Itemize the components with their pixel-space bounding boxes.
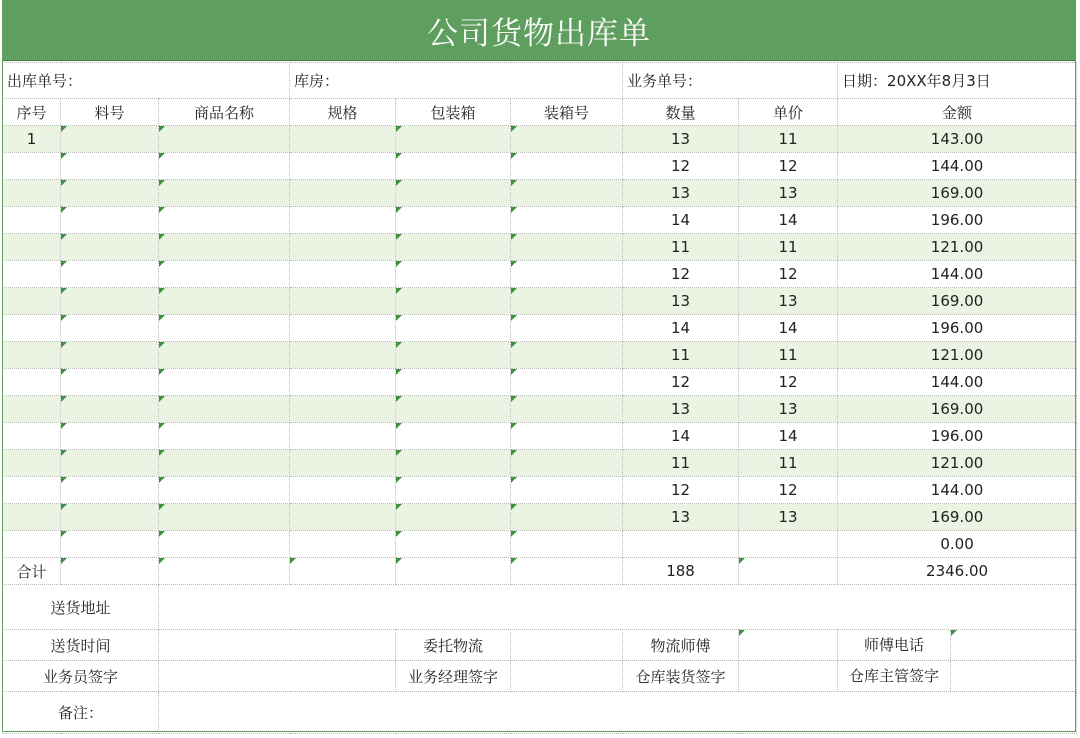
box-cell[interactable] xyxy=(396,207,511,234)
box-no-cell[interactable] xyxy=(511,477,623,504)
spec-cell[interactable] xyxy=(290,369,396,396)
total-box-cell[interactable] xyxy=(396,558,511,585)
seq-cell[interactable] xyxy=(3,342,61,369)
box-cell[interactable] xyxy=(396,315,511,342)
amount-cell[interactable]: 144.00 xyxy=(838,261,1077,288)
material-no-cell[interactable] xyxy=(61,126,159,153)
seq-cell[interactable] xyxy=(3,477,61,504)
column-header-row xyxy=(3,99,1077,126)
note-input[interactable] xyxy=(159,692,1077,734)
box-no-cell[interactable] xyxy=(511,315,623,342)
product-name-cell[interactable] xyxy=(159,396,290,423)
product-name-cell[interactable] xyxy=(159,531,290,558)
table-row xyxy=(3,504,1077,531)
amount-cell[interactable]: 144.00 xyxy=(838,369,1077,396)
table-row xyxy=(3,423,1077,450)
delivery-row xyxy=(3,630,1077,661)
col-header-spec: 规格 xyxy=(290,99,396,126)
amount-cell[interactable]: 169.00 xyxy=(838,180,1077,207)
amount-cell[interactable]: 169.00 xyxy=(838,504,1077,531)
box-cell[interactable] xyxy=(396,531,511,558)
box-cell[interactable] xyxy=(396,450,511,477)
driver-phone-input[interactable] xyxy=(951,630,1076,660)
sheet-title: 公司货物出库单 xyxy=(427,16,651,52)
table-row xyxy=(3,342,1077,369)
product-name-cell[interactable] xyxy=(159,450,290,477)
material-no-cell[interactable] xyxy=(61,423,159,450)
spec-cell[interactable] xyxy=(290,477,396,504)
material-no-cell[interactable] xyxy=(61,207,159,234)
table-row xyxy=(3,396,1077,423)
product-name-cell[interactable] xyxy=(159,369,290,396)
note-label: 备注： xyxy=(3,692,159,734)
product-name-cell[interactable] xyxy=(159,126,290,153)
price-cell[interactable]: 13 xyxy=(739,504,838,531)
spec-cell[interactable] xyxy=(290,342,396,369)
spec-cell[interactable] xyxy=(290,126,396,153)
note-row xyxy=(3,692,1077,734)
spec-cell[interactable] xyxy=(290,207,396,234)
product-name-cell[interactable] xyxy=(159,504,290,531)
material-no-cell[interactable] xyxy=(61,234,159,261)
supervisor-sign-cell[interactable] xyxy=(838,661,1077,692)
amount-cell[interactable]: 196.00 xyxy=(838,207,1077,234)
col-header-product-name: 商品名称 xyxy=(159,99,290,126)
spec-cell[interactable] xyxy=(290,531,396,558)
box-cell[interactable] xyxy=(396,180,511,207)
box-cell[interactable] xyxy=(396,423,511,450)
col-header-box: 包装箱 xyxy=(396,99,511,126)
seq-cell[interactable] xyxy=(3,234,61,261)
product-name-cell[interactable] xyxy=(159,153,290,180)
material-no-cell[interactable] xyxy=(61,369,159,396)
material-no-cell[interactable] xyxy=(61,180,159,207)
box-no-cell[interactable] xyxy=(511,504,623,531)
driver-phone-cell[interactable] xyxy=(838,630,1077,661)
price-cell[interactable] xyxy=(739,531,838,558)
price-cell[interactable]: 12 xyxy=(739,369,838,396)
product-name-cell[interactable] xyxy=(159,261,290,288)
table-row xyxy=(3,153,1077,180)
amount-cell[interactable]: 144.00 xyxy=(838,153,1077,180)
table-row xyxy=(3,315,1077,342)
qty-cell[interactable]: 14 xyxy=(623,207,739,234)
spec-cell[interactable] xyxy=(290,450,396,477)
amount-cell[interactable]: 144.00 xyxy=(838,477,1077,504)
amount-cell[interactable]: 143.00 xyxy=(838,126,1077,153)
manager-sign-label: 业务经理签字 xyxy=(396,661,511,692)
driver-label: 物流师傅 xyxy=(623,630,739,661)
qty-cell[interactable]: 12 xyxy=(623,369,739,396)
box-no-cell[interactable] xyxy=(511,531,623,558)
price-cell[interactable]: 12 xyxy=(739,153,838,180)
qty-cell[interactable]: 11 xyxy=(623,234,739,261)
price-cell[interactable]: 11 xyxy=(739,342,838,369)
supervisor-sign-label: 仓库主管签字 xyxy=(838,661,951,691)
box-cell[interactable] xyxy=(396,369,511,396)
table-row xyxy=(3,450,1077,477)
box-cell[interactable] xyxy=(396,477,511,504)
box-no-cell[interactable] xyxy=(511,153,623,180)
table-row xyxy=(3,126,1077,153)
box-no-cell[interactable] xyxy=(511,180,623,207)
table-row xyxy=(3,531,1077,558)
table-row xyxy=(3,180,1077,207)
qty-cell[interactable]: 14 xyxy=(623,315,739,342)
address-label: 送货地址 xyxy=(3,585,159,630)
amount-cell[interactable]: 169.00 xyxy=(838,288,1077,315)
box-no-cell[interactable] xyxy=(511,423,623,450)
amount-cell[interactable]: 169.00 xyxy=(838,396,1077,423)
box-no-cell[interactable] xyxy=(511,234,623,261)
qty-cell[interactable]: 11 xyxy=(623,450,739,477)
total-price-cell[interactable] xyxy=(739,558,838,585)
seq-cell[interactable] xyxy=(3,450,61,477)
total-qty: 188 xyxy=(623,558,739,585)
seq-cell[interactable]: 1 xyxy=(3,126,61,153)
address-row xyxy=(3,585,1077,630)
price-cell[interactable]: 11 xyxy=(739,126,838,153)
material-no-cell[interactable] xyxy=(61,531,159,558)
box-no-cell[interactable] xyxy=(511,261,623,288)
salesman-sign-input[interactable] xyxy=(159,661,396,692)
seq-cell[interactable] xyxy=(3,153,61,180)
col-header-price: 单价 xyxy=(739,99,838,126)
address-input[interactable] xyxy=(159,585,1077,630)
product-name-cell[interactable] xyxy=(159,342,290,369)
seq-cell[interactable] xyxy=(3,369,61,396)
amount-cell[interactable]: 121.00 xyxy=(838,450,1077,477)
box-cell[interactable] xyxy=(396,126,511,153)
col-header-qty: 数量 xyxy=(623,99,739,126)
date-field[interactable]: 日期：20XX年8月3日 xyxy=(838,63,1077,99)
material-no-cell[interactable] xyxy=(61,288,159,315)
seq-cell[interactable] xyxy=(3,531,61,558)
qty-cell[interactable]: 13 xyxy=(623,126,739,153)
logistics-label: 委托物流 xyxy=(396,630,511,661)
price-cell[interactable]: 13 xyxy=(739,288,838,315)
qty-cell[interactable]: 14 xyxy=(623,423,739,450)
box-cell[interactable] xyxy=(396,261,511,288)
spec-cell[interactable] xyxy=(290,288,396,315)
product-name-cell[interactable] xyxy=(159,423,290,450)
seq-cell[interactable] xyxy=(3,396,61,423)
salesman-sign-label: 业务员签字 xyxy=(3,661,159,692)
spec-cell[interactable] xyxy=(290,261,396,288)
loading-sign-label: 仓库装货签字 xyxy=(623,661,739,692)
order-table xyxy=(2,62,1077,734)
delivery-time-label: 送货时间 xyxy=(3,630,159,661)
product-name-cell[interactable] xyxy=(159,315,290,342)
table-row xyxy=(3,207,1077,234)
box-no-cell[interactable] xyxy=(511,450,623,477)
price-cell[interactable]: 12 xyxy=(739,477,838,504)
material-no-cell[interactable] xyxy=(61,315,159,342)
box-no-cell[interactable] xyxy=(511,288,623,315)
box-no-cell[interactable] xyxy=(511,126,623,153)
warehouse-field[interactable]: 库房： xyxy=(290,63,623,99)
spec-cell[interactable] xyxy=(290,153,396,180)
seq-cell[interactable] xyxy=(3,423,61,450)
qty-cell[interactable]: 13 xyxy=(623,504,739,531)
amount-cell[interactable]: 121.00 xyxy=(838,234,1077,261)
title-bar xyxy=(2,0,1076,61)
price-cell[interactable]: 14 xyxy=(739,315,838,342)
price-cell[interactable]: 14 xyxy=(739,207,838,234)
table-row xyxy=(3,288,1077,315)
seq-cell[interactable] xyxy=(3,315,61,342)
qty-cell[interactable]: 13 xyxy=(623,288,739,315)
price-cell[interactable]: 13 xyxy=(739,180,838,207)
total-label: 合计 xyxy=(3,558,61,585)
col-header-seq: 序号 xyxy=(3,99,61,126)
price-cell[interactable]: 14 xyxy=(739,423,838,450)
logistics-input[interactable] xyxy=(511,630,623,661)
material-no-cell[interactable] xyxy=(61,153,159,180)
product-name-cell[interactable] xyxy=(159,207,290,234)
qty-cell[interactable]: 12 xyxy=(623,153,739,180)
amount-cell[interactable]: 196.00 xyxy=(838,423,1077,450)
seq-cell[interactable] xyxy=(3,207,61,234)
spec-cell[interactable] xyxy=(290,504,396,531)
driver-input[interactable] xyxy=(739,630,838,661)
signature-row xyxy=(3,661,1077,692)
product-name-cell[interactable] xyxy=(159,234,290,261)
box-no-cell[interactable] xyxy=(511,396,623,423)
qty-cell[interactable]: 11 xyxy=(623,342,739,369)
col-header-amount: 金额 xyxy=(838,99,1077,126)
product-name-cell[interactable] xyxy=(159,477,290,504)
total-box-no-cell[interactable] xyxy=(511,558,623,585)
col-header-material-no: 料号 xyxy=(61,99,159,126)
seq-cell[interactable] xyxy=(3,288,61,315)
supervisor-sign-input[interactable] xyxy=(951,661,1076,691)
total-row xyxy=(3,558,1077,585)
spec-cell[interactable] xyxy=(290,315,396,342)
total-material-cell[interactable] xyxy=(61,558,159,585)
spec-cell[interactable] xyxy=(290,423,396,450)
product-name-cell[interactable] xyxy=(159,288,290,315)
seq-cell[interactable] xyxy=(3,261,61,288)
loading-sign-input[interactable] xyxy=(739,661,838,692)
qty-cell[interactable]: 13 xyxy=(623,180,739,207)
box-cell[interactable] xyxy=(396,396,511,423)
qty-cell[interactable] xyxy=(623,531,739,558)
amount-cell[interactable]: 121.00 xyxy=(838,342,1077,369)
spec-cell[interactable] xyxy=(290,396,396,423)
spec-cell[interactable] xyxy=(290,180,396,207)
price-cell[interactable]: 12 xyxy=(739,261,838,288)
table-row xyxy=(3,234,1077,261)
driver-phone-label: 师傅电话 xyxy=(838,630,951,660)
delivery-time-input[interactable] xyxy=(159,630,396,661)
box-cell[interactable] xyxy=(396,288,511,315)
box-cell[interactable] xyxy=(396,234,511,261)
price-cell[interactable]: 11 xyxy=(739,234,838,261)
material-no-cell[interactable] xyxy=(61,504,159,531)
table-row xyxy=(3,261,1077,288)
material-no-cell[interactable] xyxy=(61,396,159,423)
table-row xyxy=(3,369,1077,396)
amount-cell[interactable]: 0.00 xyxy=(838,531,1077,558)
biz-no-field[interactable]: 业务单号： xyxy=(623,63,838,99)
price-cell[interactable]: 13 xyxy=(739,396,838,423)
total-product-cell[interactable] xyxy=(159,558,290,585)
box-no-cell[interactable] xyxy=(511,369,623,396)
box-no-cell[interactable] xyxy=(511,207,623,234)
spec-cell[interactable] xyxy=(290,234,396,261)
total-amount: 2346.00 xyxy=(838,558,1077,585)
seq-cell[interactable] xyxy=(3,504,61,531)
qty-cell[interactable]: 13 xyxy=(623,396,739,423)
table-row xyxy=(3,477,1077,504)
manager-sign-input[interactable] xyxy=(511,661,623,692)
box-cell[interactable] xyxy=(396,153,511,180)
material-no-cell[interactable] xyxy=(61,342,159,369)
material-no-cell[interactable] xyxy=(61,477,159,504)
order-no-field[interactable]: 出库单号： xyxy=(3,63,290,99)
info-row xyxy=(3,63,1077,99)
amount-cell[interactable]: 196.00 xyxy=(838,315,1077,342)
total-spec-cell[interactable] xyxy=(290,558,396,585)
qty-cell[interactable]: 12 xyxy=(623,477,739,504)
box-cell[interactable] xyxy=(396,342,511,369)
price-cell[interactable]: 11 xyxy=(739,450,838,477)
material-no-cell[interactable] xyxy=(61,450,159,477)
seq-cell[interactable] xyxy=(3,180,61,207)
qty-cell[interactable]: 12 xyxy=(623,261,739,288)
col-header-box-no: 装箱号 xyxy=(511,99,623,126)
box-cell[interactable] xyxy=(396,504,511,531)
product-name-cell[interactable] xyxy=(159,180,290,207)
box-no-cell[interactable] xyxy=(511,342,623,369)
material-no-cell[interactable] xyxy=(61,261,159,288)
